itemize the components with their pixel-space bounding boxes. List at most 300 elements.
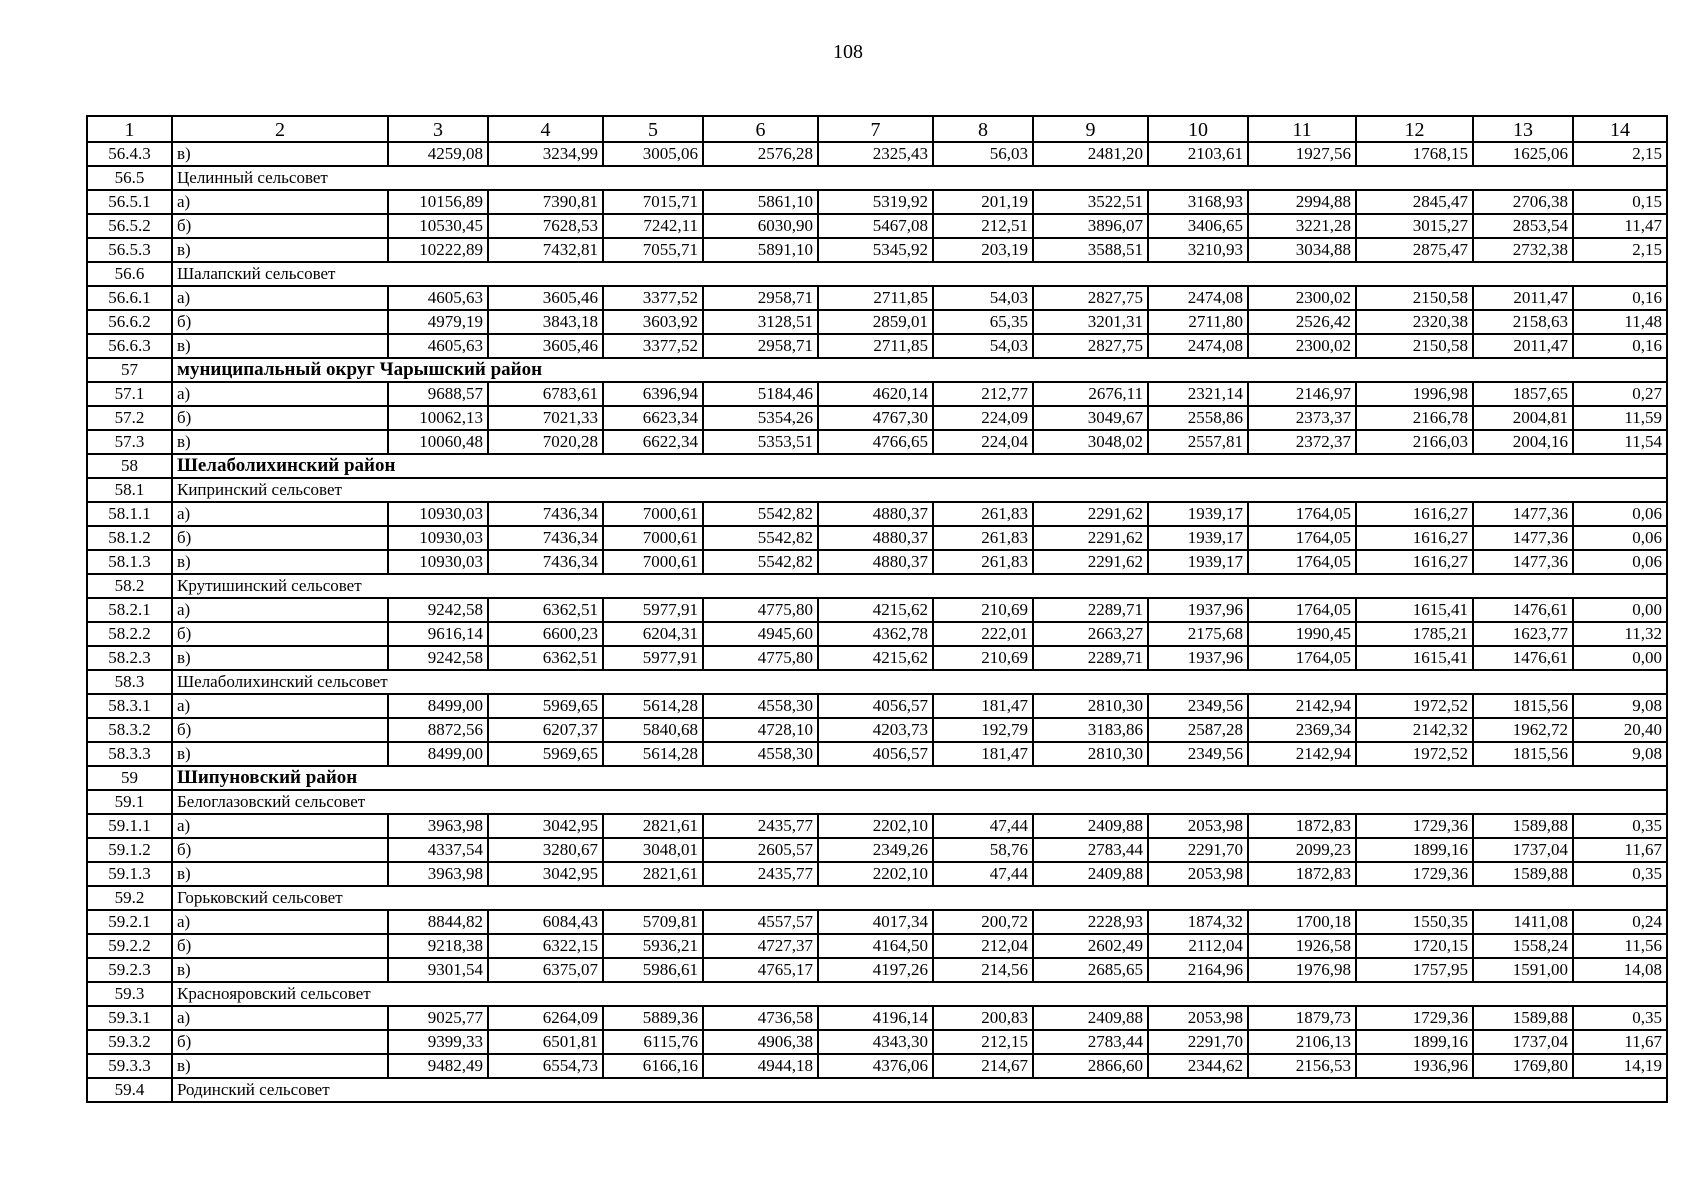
value-cell: 1899,16 bbox=[1356, 1030, 1473, 1054]
value-cell: 1764,05 bbox=[1248, 646, 1356, 670]
row-code: 59.3.1 bbox=[87, 1006, 172, 1030]
value-cell: 2099,23 bbox=[1248, 838, 1356, 862]
value-cell: 9,08 bbox=[1573, 694, 1667, 718]
value-cell: 1972,52 bbox=[1356, 742, 1473, 766]
settlement-title: Белоглазовский сельсовет bbox=[172, 790, 1667, 814]
value-cell: 3234,99 bbox=[488, 142, 603, 166]
value-cell: 1616,27 bbox=[1356, 550, 1473, 574]
value-cell: 11,32 bbox=[1573, 622, 1667, 646]
value-cell: 3005,06 bbox=[603, 142, 703, 166]
row-variant-label: б) bbox=[172, 526, 388, 550]
value-cell: 3603,92 bbox=[603, 310, 703, 334]
table-row bbox=[87, 598, 1667, 622]
value-cell: 224,09 bbox=[933, 406, 1033, 430]
value-cell: 9025,77 bbox=[388, 1006, 488, 1030]
value-cell: 4880,37 bbox=[818, 526, 933, 550]
row-code: 59.2 bbox=[87, 886, 172, 910]
row-code: 56.5 bbox=[87, 166, 172, 190]
value-cell: 181,47 bbox=[933, 694, 1033, 718]
value-cell: 1615,41 bbox=[1356, 646, 1473, 670]
value-cell: 9688,57 bbox=[388, 382, 488, 406]
value-cell: 4558,30 bbox=[703, 694, 818, 718]
value-cell: 261,83 bbox=[933, 526, 1033, 550]
value-cell: 3128,51 bbox=[703, 310, 818, 334]
value-cell: 2685,65 bbox=[1033, 958, 1148, 982]
value-cell: 2053,98 bbox=[1148, 814, 1248, 838]
column-number-header: 7 bbox=[818, 116, 933, 142]
value-cell: 1764,05 bbox=[1248, 502, 1356, 526]
value-cell: 2711,80 bbox=[1148, 310, 1248, 334]
group-row bbox=[87, 886, 1667, 910]
value-cell: 2435,77 bbox=[703, 814, 818, 838]
group-row bbox=[87, 1078, 1667, 1102]
value-cell: 4766,65 bbox=[818, 430, 933, 454]
district-title: Шипуновский район bbox=[172, 766, 1667, 790]
value-cell: 1768,15 bbox=[1356, 142, 1473, 166]
value-cell: 2291,70 bbox=[1148, 838, 1248, 862]
row-code: 58.1.3 bbox=[87, 550, 172, 574]
value-cell: 1976,98 bbox=[1248, 958, 1356, 982]
value-cell: 5977,91 bbox=[603, 646, 703, 670]
value-cell: 1764,05 bbox=[1248, 550, 1356, 574]
value-cell: 2853,54 bbox=[1473, 214, 1573, 238]
value-cell: 4906,38 bbox=[703, 1030, 818, 1054]
value-cell: 1589,88 bbox=[1473, 814, 1573, 838]
value-cell: 2810,30 bbox=[1033, 742, 1148, 766]
settlement-title: Горьковский сельсовет bbox=[172, 886, 1667, 910]
value-cell: 0,00 bbox=[1573, 598, 1667, 622]
value-cell: 5889,36 bbox=[603, 1006, 703, 1030]
value-cell: 2349,56 bbox=[1148, 742, 1248, 766]
value-cell: 6115,76 bbox=[603, 1030, 703, 1054]
row-code: 56.4.3 bbox=[87, 142, 172, 166]
value-cell: 2369,34 bbox=[1248, 718, 1356, 742]
value-cell: 4605,63 bbox=[388, 286, 488, 310]
value-cell: 56,03 bbox=[933, 142, 1033, 166]
row-variant-label: в) bbox=[172, 430, 388, 454]
value-cell: 4362,78 bbox=[818, 622, 933, 646]
value-cell: 0,35 bbox=[1573, 814, 1667, 838]
value-cell: 6623,34 bbox=[603, 406, 703, 430]
value-cell: 3605,46 bbox=[488, 334, 603, 358]
value-cell: 212,51 bbox=[933, 214, 1033, 238]
value-cell: 1939,17 bbox=[1148, 502, 1248, 526]
value-cell: 4945,60 bbox=[703, 622, 818, 646]
value-cell: 54,03 bbox=[933, 286, 1033, 310]
table-row bbox=[87, 814, 1667, 838]
value-cell: 212,77 bbox=[933, 382, 1033, 406]
value-cell: 3042,95 bbox=[488, 814, 603, 838]
value-cell: 11,67 bbox=[1573, 1030, 1667, 1054]
row-variant-label: а) bbox=[172, 598, 388, 622]
table-row bbox=[87, 742, 1667, 766]
value-cell: 1616,27 bbox=[1356, 502, 1473, 526]
value-cell: 1926,58 bbox=[1248, 934, 1356, 958]
row-code: 58.2.3 bbox=[87, 646, 172, 670]
value-cell: 4767,30 bbox=[818, 406, 933, 430]
value-cell: 2827,75 bbox=[1033, 334, 1148, 358]
row-code: 59 bbox=[87, 766, 172, 790]
group-row bbox=[87, 982, 1667, 1006]
table-row bbox=[87, 838, 1667, 862]
value-cell: 2103,61 bbox=[1148, 142, 1248, 166]
settlement-title: Крутишинский сельсовет bbox=[172, 574, 1667, 598]
value-cell: 0,15 bbox=[1573, 190, 1667, 214]
row-variant-label: в) bbox=[172, 550, 388, 574]
column-number-header: 1 bbox=[87, 116, 172, 142]
value-cell: 2783,44 bbox=[1033, 1030, 1148, 1054]
value-cell: 1879,73 bbox=[1248, 1006, 1356, 1030]
value-cell: 212,04 bbox=[933, 934, 1033, 958]
value-cell: 1874,32 bbox=[1148, 910, 1248, 934]
value-cell: 3168,93 bbox=[1148, 190, 1248, 214]
value-cell: 14,19 bbox=[1573, 1054, 1667, 1078]
value-cell: 2291,70 bbox=[1148, 1030, 1248, 1054]
value-cell: 5353,51 bbox=[703, 430, 818, 454]
value-cell: 1996,98 bbox=[1356, 382, 1473, 406]
row-code: 56.5.3 bbox=[87, 238, 172, 262]
value-cell: 1990,45 bbox=[1248, 622, 1356, 646]
row-code: 59.2.1 bbox=[87, 910, 172, 934]
value-cell: 7021,33 bbox=[488, 406, 603, 430]
value-cell: 1872,83 bbox=[1248, 814, 1356, 838]
value-cell: 2291,62 bbox=[1033, 502, 1148, 526]
value-cell: 2409,88 bbox=[1033, 1006, 1148, 1030]
row-code: 56.6.2 bbox=[87, 310, 172, 334]
table-row bbox=[87, 310, 1667, 334]
value-cell: 224,04 bbox=[933, 430, 1033, 454]
value-cell: 0,16 bbox=[1573, 286, 1667, 310]
value-cell: 2166,78 bbox=[1356, 406, 1473, 430]
value-cell: 4727,37 bbox=[703, 934, 818, 958]
value-cell: 5709,81 bbox=[603, 910, 703, 934]
value-cell: 1720,15 bbox=[1356, 934, 1473, 958]
value-cell: 11,47 bbox=[1573, 214, 1667, 238]
value-cell: 2821,61 bbox=[603, 814, 703, 838]
column-number-header: 3 bbox=[388, 116, 488, 142]
value-cell: 5861,10 bbox=[703, 190, 818, 214]
value-cell: 2349,56 bbox=[1148, 694, 1248, 718]
value-cell: 1411,08 bbox=[1473, 910, 1573, 934]
value-cell: 2827,75 bbox=[1033, 286, 1148, 310]
value-cell: 3280,67 bbox=[488, 838, 603, 862]
value-cell: 2175,68 bbox=[1148, 622, 1248, 646]
column-number-header: 2 bbox=[172, 116, 388, 142]
column-number-header: 8 bbox=[933, 116, 1033, 142]
value-cell: 2349,26 bbox=[818, 838, 933, 862]
row-code: 56.6.1 bbox=[87, 286, 172, 310]
value-cell: 5969,65 bbox=[488, 742, 603, 766]
row-code: 59.1.2 bbox=[87, 838, 172, 862]
value-cell: 2481,20 bbox=[1033, 142, 1148, 166]
value-cell: 3605,46 bbox=[488, 286, 603, 310]
value-cell: 1700,18 bbox=[1248, 910, 1356, 934]
value-cell: 2576,28 bbox=[703, 142, 818, 166]
column-number-header: 12 bbox=[1356, 116, 1473, 142]
value-cell: 2004,16 bbox=[1473, 430, 1573, 454]
row-variant-label: б) bbox=[172, 838, 388, 862]
value-cell: 5969,65 bbox=[488, 694, 603, 718]
value-cell: 2150,58 bbox=[1356, 286, 1473, 310]
table-row bbox=[87, 190, 1667, 214]
value-cell: 1589,88 bbox=[1473, 1006, 1573, 1030]
settlement-title: Целинный сельсовет bbox=[172, 166, 1667, 190]
value-cell: 5840,68 bbox=[603, 718, 703, 742]
value-cell: 2372,37 bbox=[1248, 430, 1356, 454]
value-cell: 7000,61 bbox=[603, 550, 703, 574]
value-cell: 54,03 bbox=[933, 334, 1033, 358]
row-code: 56.5.1 bbox=[87, 190, 172, 214]
value-cell: 4736,58 bbox=[703, 1006, 818, 1030]
value-cell: 9218,38 bbox=[388, 934, 488, 958]
value-cell: 8872,56 bbox=[388, 718, 488, 742]
value-cell: 14,08 bbox=[1573, 958, 1667, 982]
value-cell: 11,59 bbox=[1573, 406, 1667, 430]
row-variant-label: б) bbox=[172, 1030, 388, 1054]
value-cell: 8499,00 bbox=[388, 742, 488, 766]
value-cell: 1477,36 bbox=[1473, 502, 1573, 526]
row-variant-label: б) bbox=[172, 622, 388, 646]
section-row bbox=[87, 358, 1667, 382]
value-cell: 6362,51 bbox=[488, 646, 603, 670]
value-cell: 58,76 bbox=[933, 838, 1033, 862]
value-cell: 1764,05 bbox=[1248, 598, 1356, 622]
tariff-table bbox=[86, 115, 1668, 1103]
value-cell: 4376,06 bbox=[818, 1054, 933, 1078]
value-cell: 4196,14 bbox=[818, 1006, 933, 1030]
table-row bbox=[87, 622, 1667, 646]
value-cell: 7000,61 bbox=[603, 502, 703, 526]
value-cell: 6362,51 bbox=[488, 598, 603, 622]
table-row bbox=[87, 958, 1667, 982]
value-cell: 7436,34 bbox=[488, 502, 603, 526]
value-cell: 10530,45 bbox=[388, 214, 488, 238]
value-cell: 2325,43 bbox=[818, 142, 933, 166]
column-number-header: 9 bbox=[1033, 116, 1148, 142]
value-cell: 2875,47 bbox=[1356, 238, 1473, 262]
value-cell: 0,35 bbox=[1573, 1006, 1667, 1030]
value-cell: 1899,16 bbox=[1356, 838, 1473, 862]
value-cell: 3896,07 bbox=[1033, 214, 1148, 238]
value-cell: 47,44 bbox=[933, 862, 1033, 886]
value-cell: 2011,47 bbox=[1473, 334, 1573, 358]
value-cell: 2558,86 bbox=[1148, 406, 1248, 430]
row-variant-label: в) bbox=[172, 742, 388, 766]
table-row bbox=[87, 718, 1667, 742]
value-cell: 6554,73 bbox=[488, 1054, 603, 1078]
value-cell: 1558,24 bbox=[1473, 934, 1573, 958]
row-code: 59.2.3 bbox=[87, 958, 172, 982]
value-cell: 11,48 bbox=[1573, 310, 1667, 334]
value-cell: 2783,44 bbox=[1033, 838, 1148, 862]
value-cell: 2291,62 bbox=[1033, 526, 1148, 550]
value-cell: 1729,36 bbox=[1356, 1006, 1473, 1030]
settlement-title: Краснояровский сельсовет bbox=[172, 982, 1667, 1006]
value-cell: 2409,88 bbox=[1033, 814, 1148, 838]
value-cell: 4056,57 bbox=[818, 742, 933, 766]
value-cell: 2300,02 bbox=[1248, 334, 1356, 358]
value-cell: 3221,28 bbox=[1248, 214, 1356, 238]
value-cell: 11,56 bbox=[1573, 934, 1667, 958]
value-cell: 3406,65 bbox=[1148, 214, 1248, 238]
value-cell: 1769,80 bbox=[1473, 1054, 1573, 1078]
row-code: 58.3.3 bbox=[87, 742, 172, 766]
value-cell: 4343,30 bbox=[818, 1030, 933, 1054]
value-cell: 2474,08 bbox=[1148, 286, 1248, 310]
value-cell: 10930,03 bbox=[388, 526, 488, 550]
value-cell: 7628,53 bbox=[488, 214, 603, 238]
row-variant-label: в) bbox=[172, 1054, 388, 1078]
value-cell: 2011,47 bbox=[1473, 286, 1573, 310]
value-cell: 2150,58 bbox=[1356, 334, 1473, 358]
value-cell: 6600,23 bbox=[488, 622, 603, 646]
row-code: 56.6.3 bbox=[87, 334, 172, 358]
value-cell: 2557,81 bbox=[1148, 430, 1248, 454]
section-row bbox=[87, 454, 1667, 478]
value-cell: 5936,21 bbox=[603, 934, 703, 958]
row-code: 57.3 bbox=[87, 430, 172, 454]
value-cell: 6501,81 bbox=[488, 1030, 603, 1054]
value-cell: 4728,10 bbox=[703, 718, 818, 742]
value-cell: 2202,10 bbox=[818, 814, 933, 838]
row-code: 59.1.3 bbox=[87, 862, 172, 886]
value-cell: 7390,81 bbox=[488, 190, 603, 214]
value-cell: 2587,28 bbox=[1148, 718, 1248, 742]
value-cell: 0,00 bbox=[1573, 646, 1667, 670]
value-cell: 214,56 bbox=[933, 958, 1033, 982]
value-cell: 3210,93 bbox=[1148, 238, 1248, 262]
value-cell: 2004,81 bbox=[1473, 406, 1573, 430]
value-cell: 9,08 bbox=[1573, 742, 1667, 766]
value-cell: 1962,72 bbox=[1473, 718, 1573, 742]
value-cell: 7015,71 bbox=[603, 190, 703, 214]
value-cell: 4215,62 bbox=[818, 646, 933, 670]
value-cell: 2409,88 bbox=[1033, 862, 1148, 886]
row-code: 59.3 bbox=[87, 982, 172, 1006]
value-cell: 10156,89 bbox=[388, 190, 488, 214]
row-code: 58.2.1 bbox=[87, 598, 172, 622]
section-row bbox=[87, 766, 1667, 790]
value-cell: 2845,47 bbox=[1356, 190, 1473, 214]
row-code: 58.3.2 bbox=[87, 718, 172, 742]
value-cell: 6322,15 bbox=[488, 934, 603, 958]
value-cell: 4197,26 bbox=[818, 958, 933, 982]
value-cell: 6264,09 bbox=[488, 1006, 603, 1030]
table-row bbox=[87, 286, 1667, 310]
value-cell: 2706,38 bbox=[1473, 190, 1573, 214]
value-cell: 5891,10 bbox=[703, 238, 818, 262]
value-cell: 1625,06 bbox=[1473, 142, 1573, 166]
settlement-title: Родинский сельсовет bbox=[172, 1078, 1667, 1102]
table-row bbox=[87, 382, 1667, 406]
value-cell: 2289,71 bbox=[1033, 646, 1148, 670]
table-row bbox=[87, 1030, 1667, 1054]
row-variant-label: а) bbox=[172, 1006, 388, 1030]
value-cell: 3034,88 bbox=[1248, 238, 1356, 262]
column-number-header: 11 bbox=[1248, 116, 1356, 142]
value-cell: 2,15 bbox=[1573, 238, 1667, 262]
value-cell: 1939,17 bbox=[1148, 526, 1248, 550]
value-cell: 0,16 bbox=[1573, 334, 1667, 358]
value-cell: 9399,33 bbox=[388, 1030, 488, 1054]
row-code: 58.3 bbox=[87, 670, 172, 694]
value-cell: 3963,98 bbox=[388, 862, 488, 886]
value-cell: 7000,61 bbox=[603, 526, 703, 550]
value-cell: 210,69 bbox=[933, 646, 1033, 670]
value-cell: 1927,56 bbox=[1248, 142, 1356, 166]
value-cell: 2228,93 bbox=[1033, 910, 1148, 934]
table-row bbox=[87, 214, 1667, 238]
value-cell: 5184,46 bbox=[703, 382, 818, 406]
value-cell: 4337,54 bbox=[388, 838, 488, 862]
value-cell: 4880,37 bbox=[818, 550, 933, 574]
value-cell: 4215,62 bbox=[818, 598, 933, 622]
value-cell: 181,47 bbox=[933, 742, 1033, 766]
value-cell: 2602,49 bbox=[1033, 934, 1148, 958]
value-cell: 2166,03 bbox=[1356, 430, 1473, 454]
value-cell: 4203,73 bbox=[818, 718, 933, 742]
value-cell: 192,79 bbox=[933, 718, 1033, 742]
value-cell: 2106,13 bbox=[1248, 1030, 1356, 1054]
value-cell: 1737,04 bbox=[1473, 1030, 1573, 1054]
value-cell: 8499,00 bbox=[388, 694, 488, 718]
value-cell: 2164,96 bbox=[1148, 958, 1248, 982]
value-cell: 10062,13 bbox=[388, 406, 488, 430]
column-number-header: 6 bbox=[703, 116, 818, 142]
value-cell: 10930,03 bbox=[388, 550, 488, 574]
row-code: 58.1 bbox=[87, 478, 172, 502]
value-cell: 1815,56 bbox=[1473, 694, 1573, 718]
value-cell: 4164,50 bbox=[818, 934, 933, 958]
value-cell: 8844,82 bbox=[388, 910, 488, 934]
row-code: 59.4 bbox=[87, 1078, 172, 1102]
value-cell: 5319,92 bbox=[818, 190, 933, 214]
value-cell: 3048,02 bbox=[1033, 430, 1148, 454]
page-number: 108 bbox=[833, 41, 863, 63]
row-code: 58.1.1 bbox=[87, 502, 172, 526]
row-code: 59.1.1 bbox=[87, 814, 172, 838]
row-code: 56.6 bbox=[87, 262, 172, 286]
value-cell: 5542,82 bbox=[703, 502, 818, 526]
value-cell: 1939,17 bbox=[1148, 550, 1248, 574]
value-cell: 2676,11 bbox=[1033, 382, 1148, 406]
column-number-header: 4 bbox=[488, 116, 603, 142]
value-cell: 2,15 bbox=[1573, 142, 1667, 166]
value-cell: 1757,95 bbox=[1356, 958, 1473, 982]
table-row bbox=[87, 406, 1667, 430]
value-cell: 9242,58 bbox=[388, 598, 488, 622]
value-cell: 7055,71 bbox=[603, 238, 703, 262]
settlement-title: Шелаболихинский сельсовет bbox=[172, 670, 1667, 694]
value-cell: 3015,27 bbox=[1356, 214, 1473, 238]
table-row bbox=[87, 238, 1667, 262]
value-cell: 0,27 bbox=[1573, 382, 1667, 406]
value-cell: 9482,49 bbox=[388, 1054, 488, 1078]
value-cell: 4017,34 bbox=[818, 910, 933, 934]
table-row bbox=[87, 694, 1667, 718]
value-cell: 5345,92 bbox=[818, 238, 933, 262]
row-variant-label: б) bbox=[172, 310, 388, 334]
settlement-title: Шалапский сельсовет bbox=[172, 262, 1667, 286]
value-cell: 1476,61 bbox=[1473, 598, 1573, 622]
value-cell: 2053,98 bbox=[1148, 862, 1248, 886]
value-cell: 5542,82 bbox=[703, 526, 818, 550]
table-row bbox=[87, 430, 1667, 454]
value-cell: 2958,71 bbox=[703, 334, 818, 358]
row-code: 59.3.3 bbox=[87, 1054, 172, 1078]
row-code: 58.3.1 bbox=[87, 694, 172, 718]
value-cell: 4620,14 bbox=[818, 382, 933, 406]
